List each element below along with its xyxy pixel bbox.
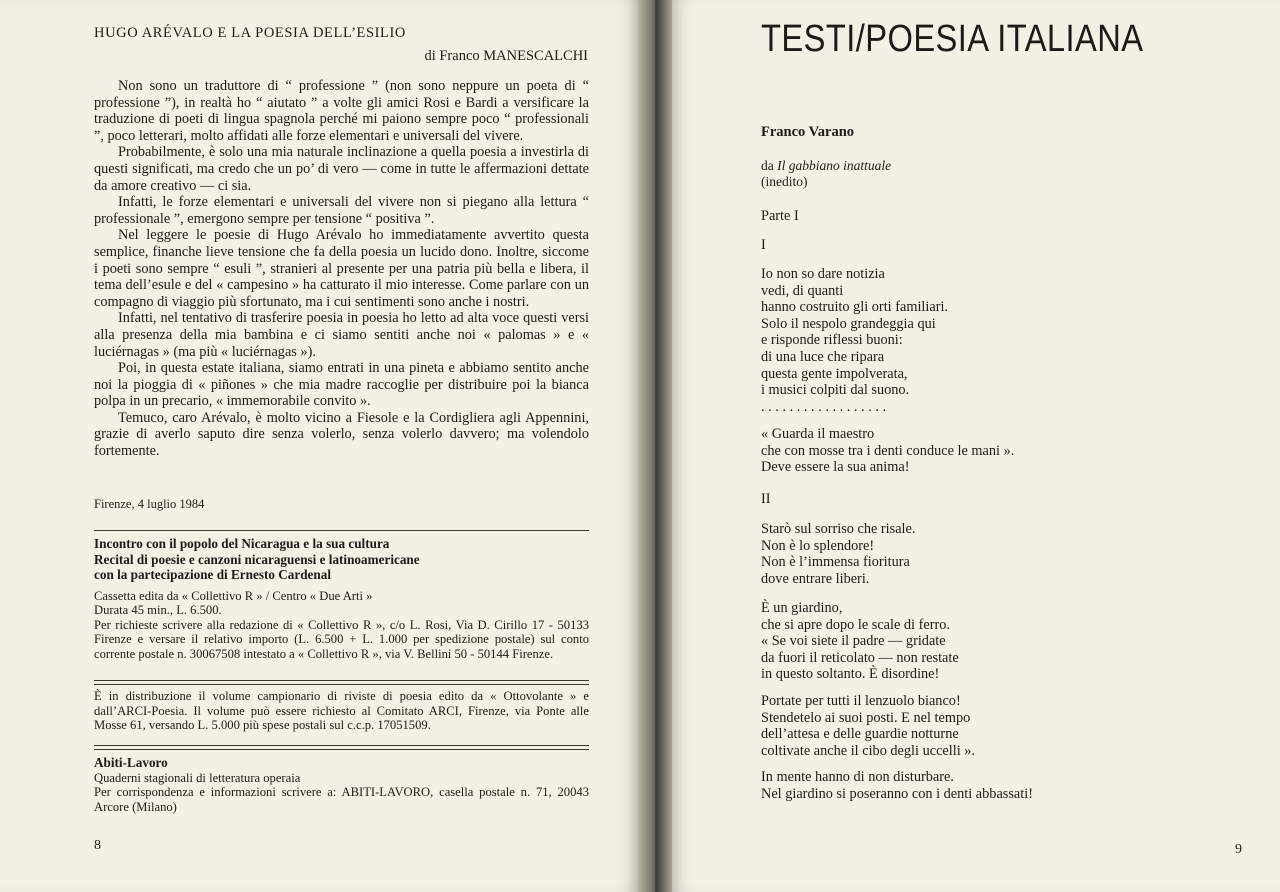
paragraph: Infatti, le forze elementari e universali del vivere non si piegano alla lettura “ professionale ”, emergono sempre per tensione “ positiva ”. — [94, 194, 589, 227]
notice-heading: con la partecipazione di Ernesto Cardenal — [94, 567, 331, 582]
paragraph: Poi, in questa estate italiana, siamo entrati in una pineta e abbiamo sentito anche noi la pioggia di « piñones » che mia madre raccoglie per distribuire poi la bianca polpa in un precario, « immemorabile convito ». — [94, 360, 589, 410]
notice-volume — [94, 689, 589, 733]
notice-line: Quaderni stagionali di letteratura operaia — [94, 770, 301, 785]
verse-line: In mente hanno di non disturbare. — [761, 769, 954, 785]
article-title: HUGO ARÉVALO E LA POESIA DELL’ESILIO — [94, 25, 407, 41]
section-title: TESTI/POESIA ITALIANA — [761, 18, 1144, 60]
source-prefix: da — [761, 158, 778, 173]
verse-line: Portate per tutti il lenzuolo bianco! — [761, 693, 961, 709]
verse-line: Solo il nespolo grandeggia qui — [761, 315, 936, 332]
right-page — [672, 0, 1280, 892]
verse-line: dove entrare liberi. — [761, 570, 870, 587]
stanza — [761, 600, 1181, 683]
notice-body: È in distribuzione il volume campionario di riviste di poesia edito da « Ottovolante » e dall’ARCI-Poesia. Il volume può essere richiesto al Comitato ARCI, Firenze, via Ponte alle Mosse 61, versando L. 5.000 più spese postali sul c.c.p. 17051509. — [94, 689, 589, 732]
page-number: 9 — [1235, 842, 1242, 857]
verse-line: da fuori il reticolato — non restate — [761, 649, 959, 666]
verse-line: che con mosse tra i denti conduce le mani ». — [761, 442, 1015, 459]
stanza — [761, 426, 1181, 476]
part-heading: Parte I — [761, 208, 799, 224]
source-title: Il gabbiano inattuale — [777, 158, 892, 173]
source-note: (inedito) — [761, 174, 808, 189]
notice-cassette — [94, 536, 589, 661]
paragraph: Probabilmente, è solo una mia naturale inclinazione a quella poesia a investirla di questi significati, ma credo che un po’ di vero — come in tutte le affermazioni dettate da amore creativo — ci sia. — [94, 144, 589, 194]
verse-line: « Guarda il maestro — [761, 426, 875, 442]
verse-line: questa gente impolverata, — [761, 365, 908, 382]
notice-abiti-lavoro — [94, 755, 589, 814]
verse-line: « Se voi siete il padre — gridate — [761, 633, 946, 650]
verse-line: che si apre dopo le scale di ferro. — [761, 616, 950, 633]
verse-line: in questo soltanto. È disordine! — [761, 666, 940, 683]
left-page — [0, 0, 638, 892]
notice-body: Per corrispondenza e informazioni scrivere a: ABITI-LAVORO, casella postale n. 71, 20043 Arcore (Milano) — [94, 785, 589, 814]
verse-line: Io non so dare notizia — [761, 266, 885, 282]
divider — [94, 684, 589, 685]
stanza — [761, 521, 1181, 587]
notice-heading: Recital di poesie e canzoni nicaraguensi e latinoamericane — [94, 551, 420, 567]
verse-line: Nel giardino si poseranno con i denti abbassati! — [761, 785, 1033, 802]
book-gutter — [638, 0, 672, 892]
verse-line: È un giardino, — [761, 600, 843, 616]
verse-line: e risponde riflessi buoni: — [761, 332, 903, 349]
section-number: II — [761, 491, 771, 507]
verse-line: Non è lo splendore! — [761, 537, 875, 554]
divider — [94, 680, 589, 681]
article-body — [94, 78, 589, 460]
stanza — [761, 769, 1181, 802]
divider — [94, 749, 589, 750]
verse-line: coltivate anche il cibo degli uccelli ». — [761, 742, 975, 759]
verse-line: Stendetelo ai suoi posti. E nel tempo — [761, 709, 971, 726]
verse-line: dell’attesa e delle guardie notturne — [761, 726, 959, 743]
ellipsis-line: . . . . . . . . . . . . . . . . . . — [761, 398, 887, 415]
divider — [94, 530, 589, 531]
article-author: di Franco MANESCALCHI — [424, 48, 588, 64]
notice-heading: Incontro con il popolo del Nicaragua e la sua cultura — [94, 536, 390, 551]
notice-line: Cassetta edita da « Collettivo R » / Centro « Due Arti » — [94, 588, 373, 603]
divider — [94, 745, 589, 746]
paragraph: Nel leggere le poesie di Hugo Arévalo ho immediatamente avvertito questa semplice, finanche lieve tensione che fa della poesia un lucido dono. Inoltre, siccome i poeti sono sempre “ esuli ”, stranieri al presente per una patria più bella e libera, il tema dell’esule e del « campesino » ha catturato il mio interesse. Come parlare con un compagno di viaggio più sfortunato, ma i cui sentimenti sono anche i nostri. — [94, 227, 589, 310]
notice-body: Per richieste scrivere alla redazione di « Collettivo R », c/o L. Rosi, Via D. Cirillo 17 - 50133 Firenze e versare il relativo importo (L. 6.500 + L. 1.000 per spedizione postale) sul conto corrente postale n. 30067508 intestato a « Collettivo R », via V. Bellini 50 - 50144 Firenze. — [94, 617, 589, 661]
verse-line: vedi, di quanti — [761, 282, 844, 299]
source — [761, 158, 891, 190]
poet-name: Franco Varano — [761, 124, 855, 140]
paragraph: Temuco, caro Arévalo, è molto vicino a Fiesole e la Cordigliera agli Appennini, grazie di averlo saputo dire senza volerlo, senza volerlo davvero; ma volendolo fortemente. — [94, 409, 589, 460]
section-number: I — [761, 237, 766, 253]
verse-line: di una luce che ripara — [761, 348, 885, 365]
dateline: Firenze, 4 luglio 1984 — [94, 497, 205, 511]
verse-line: Deve essere la sua anima! — [761, 459, 910, 476]
page-number: 8 — [94, 838, 101, 853]
verse-line: hanno costruito gli orti familiari. — [761, 299, 949, 316]
verse-line: i musici colpiti dal suono. — [761, 382, 910, 399]
notice-line: Durata 45 min., L. 6.500. — [94, 603, 222, 617]
stanza — [761, 266, 1181, 415]
verse-line: Non è l’immensa fioritura — [761, 554, 910, 571]
paragraph: Infatti, nel tentativo di trasferire poesia in poesia ho letto ad alta voce questi versi alla presenza della mia bambina e ci siamo sentiti anche noi « palomas » e « luciérnagas » (ma più « luciérnagas »). — [94, 310, 589, 360]
stanza — [761, 693, 1181, 759]
paragraph: Non sono un traduttore di “ professione ” (non sono neppure un poeta di “ professione ”), in realtà ho “ aiutato ” a volte gli amici Rosi e Bardi a versificare la traduzione di poeti di lingua spagnola perché mi paiono sempre poco “ professionali ”, poco letterari, molto affidati alle forze elementari e universali del vivere. — [94, 78, 589, 144]
notice-heading: Abiti-Lavoro — [94, 755, 168, 770]
verse-line: Starò sul sorriso che risale. — [761, 521, 916, 537]
